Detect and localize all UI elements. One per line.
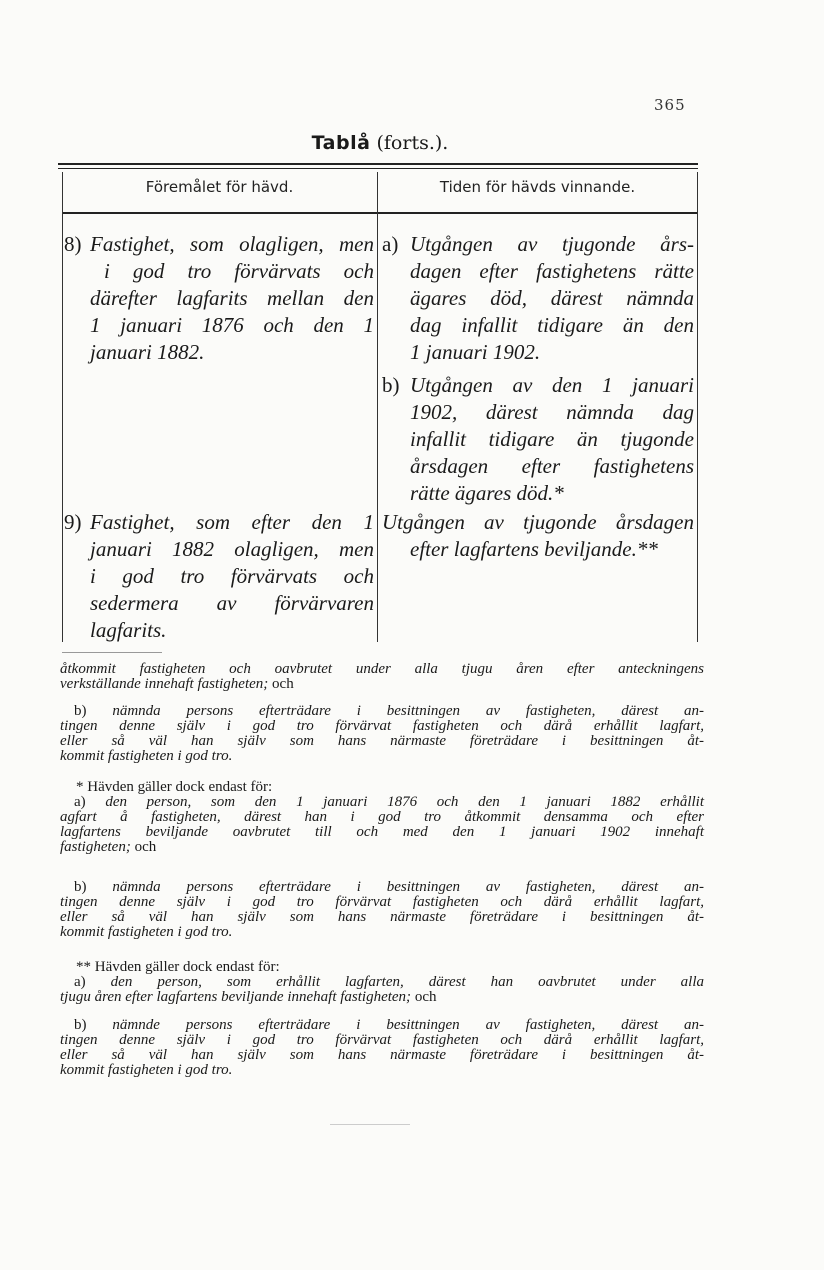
row-9-description: Fastighet, som efter den 1 januari 1882 olagligen, men i god tro förvärvats och sedermera av förvärvaren lagfarits. xyxy=(90,510,374,642)
table-top-rule-thin xyxy=(58,168,698,169)
title-main: Tablå xyxy=(311,132,371,154)
footnote-separator xyxy=(62,652,162,653)
title-suffix: (forts.). xyxy=(376,132,449,154)
footnote-double-star: ** Hävden gäller dock endast för: a) den person, som erhållit lagfarten, därest han oavbrutet under alla tjugu åren efter lagfartens beviljande innehaft fastigheten; och xyxy=(60,959,704,1005)
table-header-left: Föremålet för hävd. xyxy=(145,178,294,196)
page-title xyxy=(0,132,760,154)
row-8-a-text: Utgången av tjugonde års- dagen efter fastighetens rätte ägares död, därest nämnda dag infallit tidigare än den 1 januari 1902. xyxy=(410,232,694,364)
table-right-border xyxy=(697,172,698,642)
row-9-number: 9) xyxy=(64,510,82,534)
table-header-rule xyxy=(62,212,698,214)
page-number: 365 xyxy=(654,96,686,114)
footnote-continuation: åtkommit fastigheten och oavbrutet under alla tjugu åren efter anteckningens verkställande innehaft fastigheten; och xyxy=(60,661,704,692)
row-8-number: 8) xyxy=(64,232,82,256)
footnote-star: * Hävden gäller dock endast för: a) den person, som den 1 januari 1876 och den 1 januari 1882 erhållit agfart å fastigheten, därest han i god tro åtkommit densamma och efter lagfartens beviljande oavbrutet till och med den 1 januari 1902 innehaft fastigheten; och xyxy=(60,779,704,855)
footnote-continuation-b: b) nämnda persons efterträdare i besittningen av fastigheten, därest an- tingen denne själv i god tro förvärvat fastigheten och därå erhållit lagfart, eller så väl han själv som hans närmaste företrädare i besittningen åt- kommit fastigheten i god tro. xyxy=(60,703,705,764)
table-column-divider xyxy=(377,172,378,642)
row-9-time: Utgången av tjugonde årsdagen efter lagfartens beviljande.** xyxy=(382,510,694,561)
bottom-decoration-rule xyxy=(330,1124,410,1125)
footnote-star-b: b) nämnda persons efterträdare i besittningen av fastigheten, därest an- tingen denne själv i god tro förvärvat fastigheten och därå erhållit lagfart, eller så väl han själv som hans närmaste företrädare i besittningen åt- kommit fastigheten i god tro. xyxy=(60,879,705,940)
table-left-border xyxy=(62,172,63,642)
row-8-a-label: a) xyxy=(382,232,399,256)
row-8-b-label: b) xyxy=(382,373,400,397)
table-header-right: Tiden för hävds vinnande. xyxy=(439,178,636,196)
row-8-description: Fastighet, som olagligen, men i god tro förvärvats och därefter lagfarits mellan den 1 januari 1876 och den 1 januari 1882. xyxy=(90,232,374,364)
footnote-double-star-b: b) nämnde persons efterträdare i besittningen av fastigheten, därest an- tingen denne själv i god tro förvärvat fastigheten och därå erhållit lagfart, eller så väl han själv som hans närmaste företrädare i besittningen åt- kommit fastigheten i god tro. xyxy=(60,1017,704,1078)
table-top-rule xyxy=(58,163,698,165)
row-8-b-text: Utgången av den 1 januari 1902, därest nämnda dag infallit tidigare än tjugonde årsdagen efter fastighetens rätte ägares död.* xyxy=(410,373,694,505)
